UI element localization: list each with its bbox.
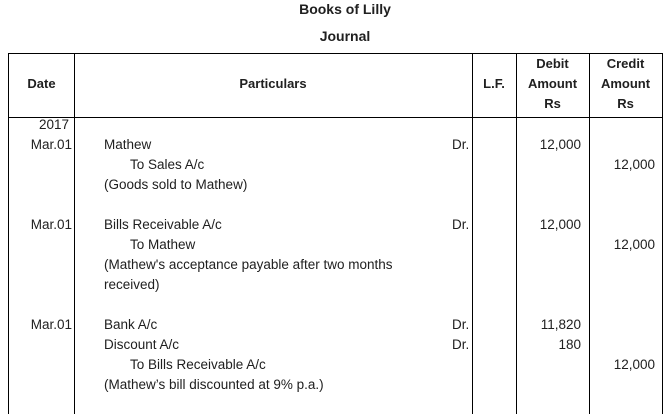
header-debit-line: Debit <box>536 56 569 71</box>
header-debit <box>516 54 589 114</box>
debit-amount: 12,000 <box>539 137 581 152</box>
dr-marker: Dr. <box>452 317 470 332</box>
debit-amount: 12,000 <box>539 217 581 232</box>
particulars-text: (Goods sold to Mathew) <box>104 177 248 192</box>
dr-marker: Dr. <box>452 137 470 152</box>
column-divider <box>472 54 473 414</box>
particulars-text: Mathew <box>104 137 152 152</box>
header-credit-line: Amount <box>600 76 651 91</box>
header-particulars: Particulars <box>239 76 307 91</box>
entry-date: Mar.01 <box>30 217 72 232</box>
entry-date: Mar.01 <box>30 137 72 152</box>
debit-amount: 180 <box>558 337 581 352</box>
entry-date: Mar.01 <box>30 317 72 332</box>
journal-table <box>8 53 663 414</box>
header-rule <box>9 117 662 118</box>
particulars-text: Bills Receivable A/c <box>104 217 222 232</box>
header-credit-line: Rs <box>617 96 634 111</box>
column-divider <box>74 54 75 414</box>
particulars-text: (Mathew’s bill discounted at 9% p.a.) <box>104 377 324 392</box>
credit-amount: 12,000 <box>613 357 655 372</box>
header-debit-line: Amount <box>527 76 578 91</box>
header-lf: L.F. <box>483 76 505 91</box>
year-label: 2017 <box>38 117 69 132</box>
particulars-text: received) <box>104 277 160 292</box>
credit-account: To Bills Receivable A/c <box>130 357 266 372</box>
particulars-text: (Mathew's acceptance payable after two months <box>104 257 393 272</box>
particulars-text: Discount A/c <box>104 337 180 352</box>
dr-marker: Dr. <box>452 337 470 352</box>
header-credit <box>589 54 662 114</box>
debit-amount: 11,820 <box>540 317 581 332</box>
dr-marker: Dr. <box>452 217 470 232</box>
header-debit-line: Rs <box>544 96 561 111</box>
book-title: Books of Lilly <box>299 1 391 17</box>
credit-account: To Mathew <box>130 237 196 252</box>
credit-amount: 12,000 <box>613 157 655 172</box>
journal-subtitle: Journal <box>319 28 371 44</box>
credit-amount: 12,000 <box>613 237 655 252</box>
header-date: Date <box>27 76 56 91</box>
credit-account: To Sales A/c <box>130 157 205 172</box>
header-credit-line: Credit <box>606 56 645 71</box>
particulars-text: Bank A/c <box>104 317 158 332</box>
